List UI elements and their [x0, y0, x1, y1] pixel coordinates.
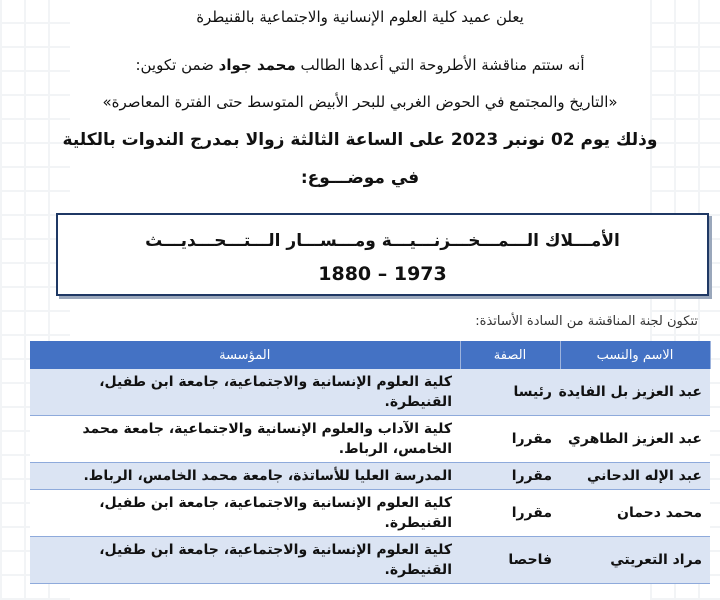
- jury-member-name: مراد التعريتي: [560, 537, 710, 584]
- jury-member-name: عبد العزيز الطاهري: [560, 416, 710, 463]
- jury-header-row: [30, 341, 710, 369]
- jury-member-role: رئيسا: [460, 369, 560, 416]
- jury-member-name: محمد دحمان: [560, 490, 710, 537]
- jury-member-institution: المدرسة العليا للأساتذة، جامعة محمد الخامس، الرباط.: [30, 463, 460, 490]
- jury-member-role: فاحصا: [460, 537, 560, 584]
- header-role: الصفة: [460, 341, 560, 369]
- table-row: [30, 369, 710, 416]
- jury-member-institution: كلية الآداب والعلوم الإنسانية والاجتماعية، جامعة محمد الخامس، الرباط.: [30, 416, 460, 463]
- topic-years: 1880 – 1973: [318, 263, 447, 285]
- table-row: [30, 490, 710, 537]
- table-row: [30, 537, 710, 584]
- jury-member-name: عبد العزيز بل الفايدة: [560, 369, 710, 416]
- header-name: الاسم والنسب: [560, 341, 710, 369]
- student-name: محمد جواد: [218, 56, 296, 74]
- announcement-line-dean: يعلن عميد كلية العلوم الإنسانية والاجتماعية بالقنيطرة: [196, 8, 524, 26]
- jury-member-institution: كلية العلوم الإنسانية والاجتماعية، جامعة ابن طفيل، القنيطرة.: [30, 490, 460, 537]
- jury-member-role: مقررا: [460, 490, 560, 537]
- table-row: [30, 416, 710, 463]
- jury-member-name: عبد الإله الدحاني: [560, 463, 710, 490]
- jury-member-institution: كلية العلوم الإنسانية والاجتماعية، جامعة ابن طفيل، القنيطرة.: [30, 537, 460, 584]
- program-name: «التاريخ والمجتمع في الحوض الغربي للبحر الأبيض المتوسط حتى الفترة المعاصرة»: [102, 93, 618, 111]
- header-institution: المؤسسة: [30, 341, 460, 369]
- topic-title: الأمـــلاك الـــمـــخـــزنـــيـــة ومـــســـار الـــتـــحـــديـــث: [145, 231, 620, 251]
- table-row: [30, 463, 710, 490]
- jury-member-role: مقررا: [460, 463, 560, 490]
- jury-intro: تتكون لجنة المناقشة من السادة الأساتذة:: [475, 314, 698, 329]
- topic-intro: في موضـــوع:: [300, 168, 420, 188]
- date-line: وذلك يوم 02 نونبر 2023 على الساعة الثالثة زوالا بمدرج الندوات بالكلية: [62, 130, 658, 150]
- student-suffix: ضمن تكوين:: [135, 56, 219, 74]
- jury-member-role: مقررا: [460, 416, 560, 463]
- jury-member-institution: كلية العلوم الإنسانية والاجتماعية، جامعة ابن طفيل، القنيطرة.: [30, 369, 460, 416]
- announcement-line-student: [0, 56, 720, 74]
- jury-table: [30, 341, 711, 584]
- student-prefix: أنه ستتم مناقشة الأطروحة التي أعدها الطالب: [295, 56, 585, 74]
- topic-box: [56, 213, 709, 296]
